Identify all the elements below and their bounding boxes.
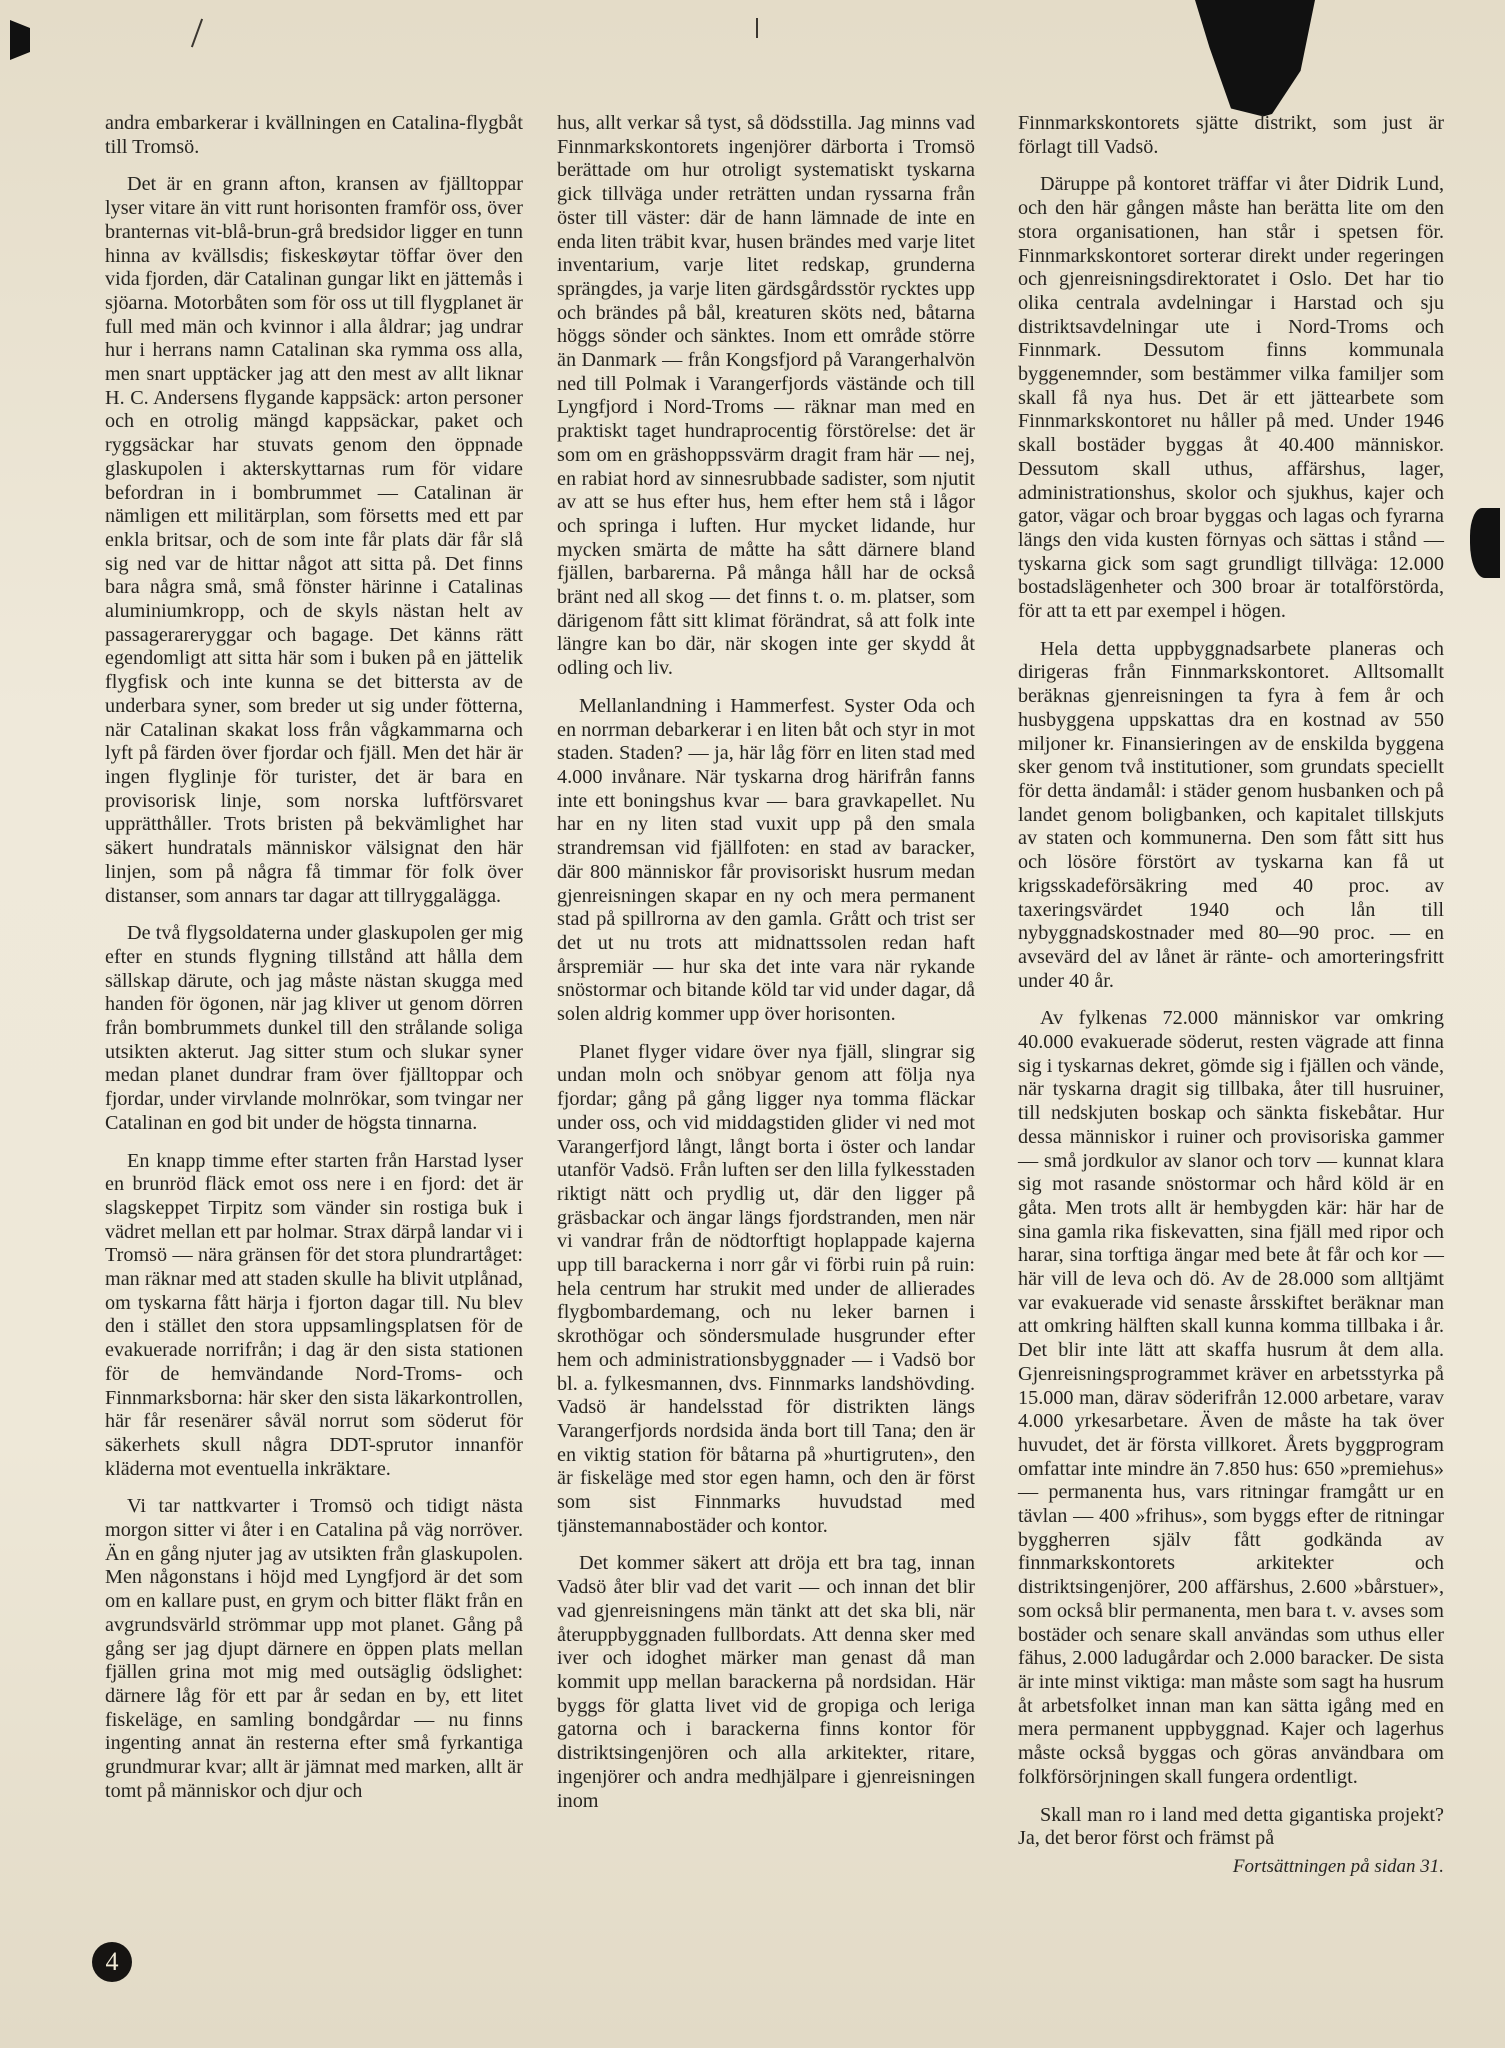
- page-damage-top-left: [10, 20, 30, 60]
- paragraph: En knapp timme efter starten från Harstad lyser en brunröd fläck emot oss nere i en fjord: det är slagskeppet Tirpitz som vänder sin rostiga buk i vädret mellan ett par holmar. Strax därpå landar vi i Tromsö — nära gränsen för det stora plundrartåget: man räknar med att staden skulle ha blivit utplånad, om tyskarna fått härja i fjorton dagar till. Nu blev den i stället den stora uppsamlingsplatsen för de evakuerade norrifrån; i dag är den sista stationen för de hemvändande Nord-Troms- och Finnmarksborna: här sker den sista läkarkontrollen, här får resenärer såväl norrut som söderut för säkerhets skull några DDT-sprutor innanför kläderna mot eventuella inkräktare.: [105, 1149, 523, 1480]
- paragraph: hus, allt verkar så tyst, så dödsstilla. Jag minns vad Finnmarkskontorets ingenjörer därborta i Tromsö berättade om hur otroligt systematiskt tyskarna gick tillväga under reträtten undan ryssarna från öster till väster: där de hann lämnade de inte en enda liten träbit kvar, husen brändes med varje litet inventarium, varje litet redskap, grunderna sprängdes, ja varje liten gärdsgårdsstör rycktes upp och brändes på bål, kreaturen sköts ned, båtarna höggs sönder och sänktes. Inom ett område större än Danmark — från Kongsfjord på Varangerhalvön ned till Polmak i Varangerfjords västände och till Lyngfjord i Nord-Troms — räknar man med en praktiskt taget hundraprocentig förstörelse: det är som om en gräshoppssvärm dragit fram här — nej, en rabiat hord av sinnesrubbade sadister, som njutit av att se hus efter hus, hem efter hem stå i lågor och springa i luften. Hur mycket lidande, hur mycken smärta de måtte ha sått därnere bland fjällen, barbarerna. På många håll har de också bränt ned all skog — det finns t. o. m. platser, som därigenom fått sitt klimat förändrat, så att folk inte längre kan bo där, när skogen inte ger skydd åt odling och liv.: [557, 112, 975, 680]
- text-column-3: [1018, 112, 1444, 1879]
- paragraph: Däruppe på kontoret träffar vi åter Didrik Lund, och den här gången måste han berätta lite om den stora organisationen, han står i spetsen för. Finnmarkskontoret sorterar direkt under regeringen och gjenreisningsdirektoratet i Oslo. Det har tio olika centrala avdelningar i Harstad och sju distriktsavdelningar ute i Nord-Troms och Finnmark. Dessutom finns kommunala byggenemnder, som bestämmer vilka familjer som skall få nya hus. Det är ett jättearbete som Finnmarkskontoret nu håller på med. Under 1946 skall bostäder byggas åt 40.400 människor. Dessutom skall uthus, affärshus, lager, administrationshus, skolor och sjukhus, kajer och gator, vägar och broar byggas och lagas och fyrarna längs den vida kusten förnyas och sättas i stånd — tyskarna gick som sagt grundligt tillväga: 12.000 bostadslägenheter och 300 broar är totalförstörda, för att ta ett par exempel i högen.: [1018, 173, 1444, 623]
- paragraph: Av fylkenas 72.000 människor var omkring 40.000 evakuerade söderut, resten vägrade att finna sig i tyskarnas dekret, gömde sig i fjällen och vände, när tyskarna dragit sig tillbaka, åter till husruiner, till nedskjuten boskap och sänkta fiskebåtar. Hur dessa människor i ruiner och provisoriska gammer — små jordkulor av slanor och torv — kunnat klara sig mot rasande snöstormar och hård köld är en gåta. Men trots allt är hembygden kär: här har de sina gamla rika fiskevatten, sina fjäll med ripor och harar, sina torftiga ängar med bete åt får och kor — här vill de leva och dö. Av de 28.000 som alltjämt var evakuerade vid senaste årsskiftet beräknar man att omkring hälften skall kunna komma tillbaka i år. Det blir inte lätt att skaffa husrum åt dem alla. Gjenreisningsprogrammet kräver en arbetsstyrka på 15.000 man, därav söderifrån 12.000 arbetare, varav 4.000 yrkesarbetare. Även de måste ha tak över huvudet, det är första villkoret. Årets byggprogram omfattar inte mindre än 7.850 hus: 650 »premiehus» — permanenta hus, vars ritningar framgått ur en tävlan — 400 »frihus», som byggs efter de ritningar byggherren själv fått godkända av finnmarkskontorets arkitekter och distriktsingenjörer, 200 affärshus, 2.600 »bårstuer», som också blir permanenta, men bara t. v. avses som bostäder och senare skall användas som uthus eller fähus, 2.000 ladugårdar och 2.000 baracker. De sista är inte minst viktiga: man måste som sagt ha husrum åt arbetsfolket innan man kan sätta igång med en mera permanent uppbyggnad. Kajer och lagerhus måste också byggas och göras användbara om folkförsörjningen skall fungera ordentligt.: [1018, 1007, 1444, 1788]
- top-scribble-mark: [756, 18, 758, 38]
- paragraph: Hela detta uppbyggnadsarbete planeras och dirigeras från Finnmarkskontoret. Alltsomallt beräknas gjenreisningen ta fyra à fem år och husbyggena uppskattas dra en kostnad av 550 miljoner kr. Finansieringen av de enskilda byggena sker genom två institutioner, som grundats speciellt för detta ändamål: i städer genom husbanken och på landet genom boligbanken, och kapitalet tillskjuts av staten och kommunerna. Den som fått sitt hus och lösöre förstört av tyskarna kan få ut krigsskadeförsäkring med 40 proc. av taxeringsvärdet 1940 och lån till nybyggnadskostnader med 80—90 proc. — en avsevärd del av lånet är ränte- och amorteringsfritt under 40 år.: [1018, 637, 1444, 992]
- text-column-1: [105, 112, 523, 1804]
- page-number: 4: [92, 1942, 132, 1982]
- paragraph: Planet flyger vidare över nya fjäll, slingrar sig undan moln och snöbyar genom att följa nya fjordar; gång på gång ligger nya tomma fläckar under oss, och vid middagstiden glider vi ned mot Varangerfjord långt, långt borta i öster och landar utanför Vadsö. Från luften ser den lilla fylkesstaden riktigt nätt och prydlig ut, där den ligger på gräsbackar och ängar längs fjordstranden, men när vi vandrar från de nödtorftigt hoplappade kajerna upp till barackerna i norr går vi förbi ruin på ruin: hela centrum har strukit med under de allierades flygbombardemang, och nu leker barnen i skrothögar och söndersmulade husgrunder efter hem och administrationsbyggnader — i Vadsö bor bl. a. fylkesmannen, dvs. Finnmarks landshövding. Vadsö är handelsstad för distrikten längs Varangerfjords nordsida ända bort till Tana; den är en viktig station för båtarna på »hurtigruten», den är fiskeläge med stor egen hamn, och den är först som sist Finnmarks huvudstad med tjänstemannabostäder och kontor.: [557, 1040, 975, 1537]
- paragraph: Vi tar nattkvarter i Tromsö och tidigt nästa morgon sitter vi åter i en Catalina på väg norröver. Än en gång njuter jag av utsikten från glaskupolen. Men någonstans i höjd med Lyngfjord är det som om en kallare pust, en grym och bitter fläkt från en avgrundsvärld strömmar upp mot planet. Gång på gång ser jag djupt därnere en öppen plats mellan fjällen grina mot mig med outsäglig ödslighet: därnere låg för ett par år sedan en by, ett litet fiskeläge, en samling bondgårdar — nu finns ingenting annat än resterna efter små fyrkantiga grundmurar kvar; allt är jämnat med marken, allt är tomt på människor och djur och: [105, 1495, 523, 1802]
- paragraph: De två flygsoldaterna under glaskupolen ger mig efter en stunds flygning tillstånd att hålla dem sällskap därute, och jag måste nästan skugga med handen för ögonen, när jag kliver ut genom dörren från bombrummets dunkel till den strålande soliga utsikten akterut. Jag sitter stum och slukar syner medan planet dundrar fram över fjälltoppar och fjordar, under virvlande molnrökar, som tvingar ner Catalinan en god bit under de högsta tinnarna.: [105, 922, 523, 1134]
- page-damage-right: [1470, 508, 1500, 578]
- paragraph: Det är en grann afton, kransen av fjälltoppar lyser vitare än vitt runt horisonten framför oss, över branternas vit-blå-brun-grå bredsidor ligger en tunn hinna av kvällsdis; fiskeskøytar töffar över den vida fjorden, där Catalinan gungar likt en jättemås i sjöarna. Motorbåten som för oss ut till flygplanet är full med män och kvinnor i alla åldrar; jag undrar hur i herrans namn Catalinan ska rymma oss alla, men snart upptäcker jag att den mest av allt liknar H. C. Andersens flygande kappsäck: arton personer och en otrolig mängd kappsäckar, paket och ryggsäckar har stuvats genom den öppnade glaskupolen i akterskyttarnas rum för vidare befordran in i bombrummet — Catalinan är nämligen ett militärplan, som försetts med ett par enkla britsar, och de som inte får plats där får slå sig ned var de hittar något att sitta på. Det finns bara några små, små fönster härinne i Catalinas aluminiumkropp, och de skyls nästan helt av passagerareryggar och bagage. Det känns rätt egendomligt att sitta här som i buken på en jättelik flygfisk och inte kunna se det bittersta av de underbara syner, som breder ut sig under fötterna, när Catalinan skakat loss från vågkammarna och lyft på färden över fjordar och fjäll. Men det här är ingen flyglinje för turister, det är bara en provisorisk linje, som norska luftförsvaret upprätthåller. Trots bristen på bekvämlighet har säkert hundratals människor välsignat den här linjen, som på några få timmar för folk över distanser, som annars tar dagar att tillryggalägga.: [105, 173, 523, 907]
- paragraph: Mellanlandning i Hammerfest. Syster Oda och en norrman debarkerar i en liten båt och styr in mot staden. Staden? — ja, här låg förr en liten stad med 4.000 invånare. När tyskarna drog härifrån fanns inte ett boningshus kvar — bara gravkapellet. Nu har en ny liten stad vuxit upp på den smala strandremsan vid fjällfoten: en stad av baracker, där 800 människor får provisoriskt husrum medan gjenreisningen skapar en ny och mera permanent stad på spillrorna av den gamla. Grått och trist ser det ut nu trots att midnattssolen redan haft årspremiär — hur ska det inte vara när rykande snöstormar och bitande köld tar vid under dagar, då solen aldrig kommer upp över horisonten.: [557, 694, 975, 1026]
- top-scribble-mark: [191, 19, 203, 48]
- paragraph: Finnmarkskontorets sjätte distrikt, som just är förlagt till Vadsö.: [1018, 112, 1444, 158]
- paragraph: Skall man ro i land med detta gigantiska projekt? Ja, det beror först och främst på: [1018, 1803, 1444, 1850]
- paragraph: Det kommer säkert att dröja ett bra tag, innan Vadsö åter blir vad det varit — och innan det blir vad gjenreisningens män tänkt att det ska bli, när återuppbyggnaden fullbordats. Att denna sker med iver och idoghet märker man genast då man kommit upp mellan barackerna på nordsidan. Här byggs för glatta livet vid de gropiga och leriga gatorna och i barackerna finns kontor för distriktsingenjören och alla arkitekter, ritare, ingenjörer och andra medhjälpare i gjenreisningen inom: [557, 1552, 975, 1812]
- continuation-note: Fortsättningen på sidan 31.: [1232, 1855, 1444, 1877]
- page-damage-top-right: [1195, 0, 1315, 118]
- paragraph: andra embarkerar i kvällningen en Catalina-flygbåt till Tromsö.: [105, 112, 523, 158]
- text-column-2: [557, 112, 975, 1813]
